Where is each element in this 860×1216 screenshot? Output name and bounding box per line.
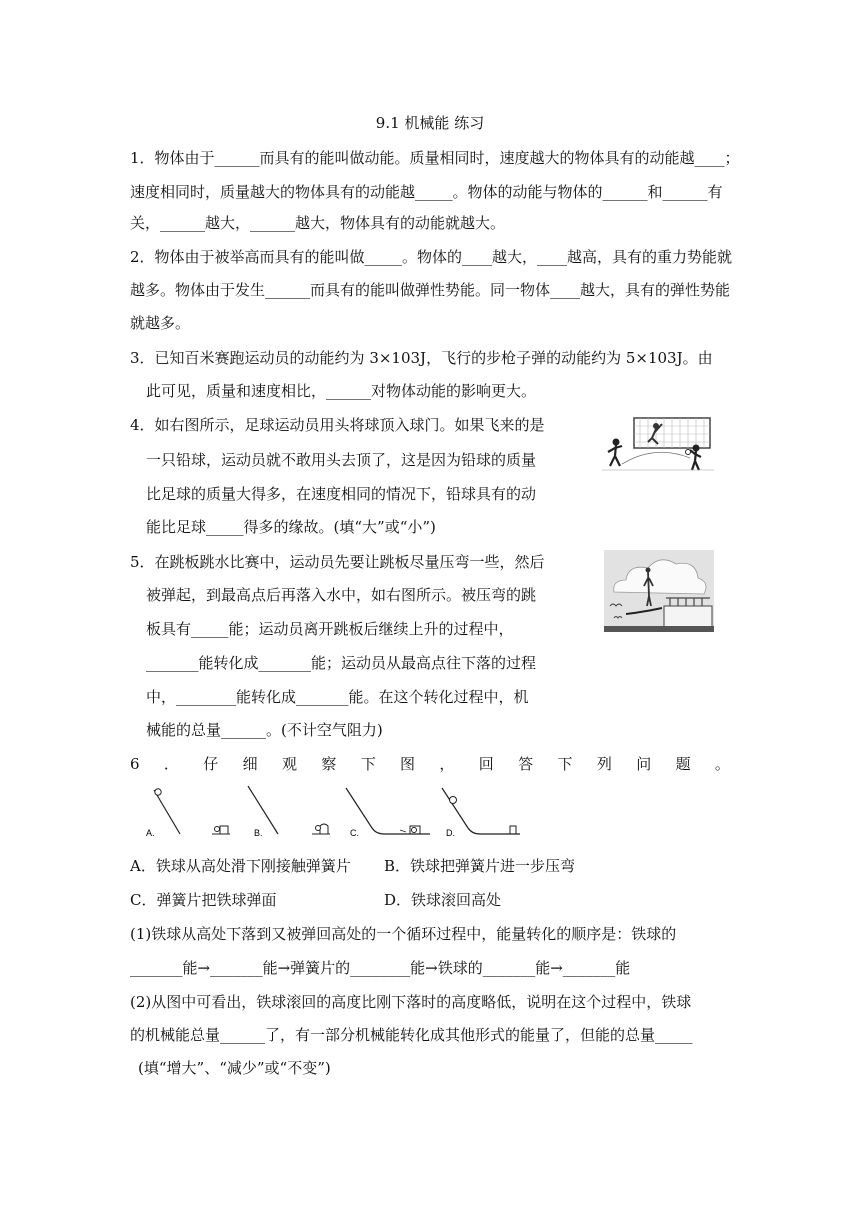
ball-trajectory (622, 452, 690, 464)
panel-d-label: D. (446, 828, 455, 838)
q6-char: 回 (478, 755, 494, 773)
q6-option-d: D．铁球滚回高处 (384, 891, 502, 909)
panel-b (248, 786, 330, 838)
q6-option-b: B．铁球把弹簧片进一步压弯 (384, 857, 576, 875)
q1-line-3: 关，______越大，______越大，物体具有的动能就越大。 (130, 214, 506, 232)
q3-line-2: 此可见，质量和速度相比，______对物体动能的影响更大。 (146, 382, 537, 400)
q6-char: 下 (557, 755, 573, 773)
q1-line-2: 速度相同时，质量越大的物体具有的动能越_____。物体的动能与物体的______和______有 (130, 183, 723, 201)
panel-a-label: A. (146, 828, 155, 838)
q6-char: 图 (400, 755, 416, 773)
q6-char: 6 (130, 755, 140, 773)
panel-d (442, 788, 520, 838)
q5-line-2: 被弹起，到最高点后再落入水中，如右图所示。被压弯的跳 (146, 586, 537, 604)
q6-char: 题 (675, 755, 691, 773)
q5-line-3: 板具有_____能；运动员离开跳板后继续上升的过程中， (146, 620, 514, 638)
page-title: 9.1 机械能 练习 (375, 114, 485, 132)
q6-char: 列 (596, 755, 612, 773)
panel-c (346, 788, 430, 838)
q5-line-6: 械能的总量______。(不计空气阻力) (146, 721, 383, 739)
q2-line-2: 越多。物体由于发生______而具有的能叫做弹性势能。同一物体____越大，具有的弹性势能 (130, 281, 731, 299)
q6-option-c: C．弹簧片把铁球弹面 (130, 891, 277, 909)
q1-line-1: 1．物体由于______而具有的能叫做动能。质量相同时，速度越大的物体具有的动能越____； (130, 149, 740, 167)
q6-part2-line-1: (2)从图中可看出，铁球滚回的高度比刚下落时的高度略低，说明在这个过程中，铁球 (130, 993, 692, 1011)
q6-char: 细 (242, 755, 258, 773)
panel-a (146, 789, 230, 838)
q6-char: 观 (281, 755, 297, 773)
platform-structure (664, 606, 712, 628)
panel-c-label: C. (350, 828, 359, 838)
q6-option-a: A．铁球从高处滑下刚接触弹簧片 (130, 857, 351, 875)
q4-line-2: 一只铅球，运动员就不敢用头去顶了，这是因为铅球的质量 (146, 451, 537, 469)
q6-char: 答 (518, 755, 534, 773)
water-surface (604, 626, 714, 632)
q6-part1-line-1: (1)铁球从高处下落到又被弹回高处的一个循环过程中，能量转化的顺序是：铁球的 (130, 925, 677, 943)
q6-part1-line-2: _______能→_______能→弹簧片的________能→铁球的_______能→_______能 (130, 959, 631, 977)
q6-char: 下 (360, 755, 376, 773)
ball-spring-figure (140, 780, 530, 840)
q6-part2-line-3: (填“增大”、“减少”或“不变”) (138, 1059, 331, 1077)
q5-line-4: _______能转化成_______能；运动员从最高点往下落的过程 (146, 654, 537, 672)
q6-header-line (130, 753, 730, 775)
q6-char: 仔 (203, 755, 219, 773)
q5-line-5: 中，________能转化成_______能。在这个转化过程中，机 (146, 688, 529, 706)
q6-char: 。 (714, 755, 730, 773)
player-left-figure (608, 439, 622, 467)
q3-line-1: 3．已知百米赛跑运动员的动能约为 3×103J，飞行的步枪子弹的动能约为 5×103J。由 (130, 349, 713, 367)
q6-char: 察 (321, 755, 337, 773)
soccer-header-figure (600, 414, 716, 474)
q4-line-3: 比足球的质量大得多，在速度相同的情况下，铅球具有的动 (146, 485, 537, 503)
q2-line-3: 就越多。 (130, 314, 191, 332)
goal-net (634, 418, 710, 448)
panel-b-label: B. (254, 828, 263, 838)
q4-line-1: 4．如右图所示，足球运动员用头将球顶入球门。如果飞来的是 (130, 416, 545, 434)
q6-char: 问 (636, 755, 652, 773)
ball (686, 450, 691, 455)
q6-char: ． (163, 755, 179, 773)
q6-part2-line-2: 的机械能总量______了，有一部分机械能转化成其他形式的能量了，但能的总量_____ (130, 1026, 693, 1044)
diving-board-figure (604, 550, 714, 632)
q6-char: ， (439, 755, 455, 773)
q2-line-1: 2．物体由于被举高而具有的能叫做_____。物体的____越大，____越高，具有的重力势能就 (130, 248, 733, 266)
q4-line-4: 能比足球_____得多的缘故。(填“大”或“小”) (146, 518, 436, 536)
q5-line-1: 5．在跳板跳水比赛中，运动员先要让跳板尽量压弯一些，然后 (130, 553, 545, 571)
